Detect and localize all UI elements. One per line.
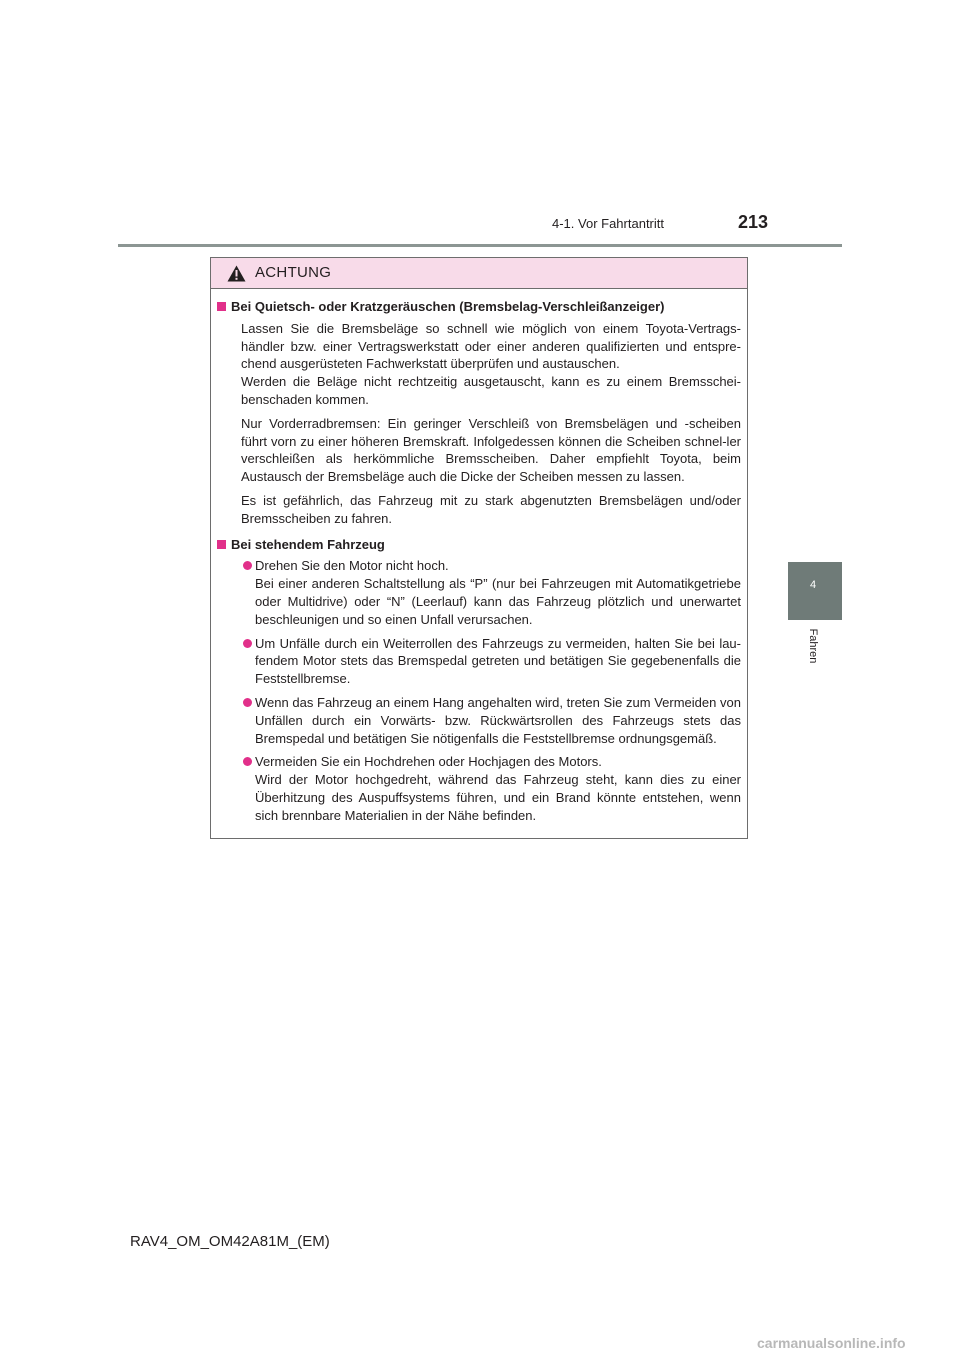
chapter-label: Fahren (807, 628, 819, 664)
bullet-item: Um Unfälle durch ein Weiterrollen des Fahrzeugs zu vermeiden, halten Sie bei lau-fendem Motor stets das Bremspedal getreten und betätigen Sie gegebenenfalls die Feststellbremse. (243, 635, 741, 688)
watermark: carmanualsonline.info (757, 1335, 906, 1351)
chapter-number: 4 (810, 579, 817, 591)
bullet-item: Drehen Sie den Motor nicht hoch. Bei einer anderen Schaltstellung als “P” (nur bei Fahrzeugen mit Automatikgetriebe oder Multidrive) oder “N” (Leerlauf) kann das Fahrzeug plötzlich und unerwartet beschleunigen und so einen Unfall verursachen. (243, 557, 741, 628)
page-number: 213 (738, 212, 769, 232)
warning-header (211, 258, 747, 289)
bullet-item: Vermeiden Sie ein Hochdrehen oder Hochjagen des Motors. Wird der Motor hochgedreht, während das Fahrzeug steht, kann dies zu einer Überhitzung des Auspuffsystems führen, und ein Brand könnte entstehen, wenn sich brennbare Materialien in der Nähe befinden. (243, 753, 741, 824)
warning-title: ACHTUNG (255, 264, 332, 281)
section-heading-brake-noise: Bei Quietsch- oder Kratzgeräuschen (Bremsbelag-Verschleißanzeiger) (217, 298, 741, 316)
section-title: 4-1. Vor Fahrtantritt (552, 216, 664, 231)
paragraph: Es ist gefährlich, das Fahrzeug mit zu stark abgenutzten Bremsbelägen und/oder Bremsscheiben zu fahren. (241, 492, 741, 526)
chapter-tab[interactable] (788, 562, 842, 620)
bullet-item: Wenn das Fahrzeug an einem Hang angehalten wird, treten Sie zum Vermeiden von Unfällen durch ein Vorwärts- bzw. Rückwärtsrollen des Fahrzeugs stets das Bremspedal und betätigen Sie nötigenfalls die Feststellbremse ordnungsgemäß. (243, 694, 741, 747)
paragraph: Lassen Sie die Bremsbeläge so schnell wie möglich von einem Toyota-Vertrags-händler bzw. einer Vertragswerkstatt oder einer anderen qualifizierten und entspre-chend ausgerüsteten Fachwerkstatt überprüfen und austauschen. Werden die Beläge nicht rechtzeitig ausgetauscht, kann es zu einem Bremsschei-benschaden kommen. (241, 320, 741, 407)
warning-box (210, 257, 748, 839)
header-divider (118, 244, 842, 247)
warning-triangle-icon (227, 265, 246, 282)
document-id: RAV4_OM_OM42A81M_(EM) (130, 1233, 330, 1250)
paragraph: Nur Vorderradbremsen: Ein geringer Verschleiß von Bremsbelägen und -scheiben führt vorn zu einer höheren Bremskraft. Infolgedessen können die Scheiben schnel-ler verschleißen als herkömmliche Bremsscheiben. Daher empfiehlt Toyota, beim Austausch der Bremsbeläge auch die Dicke der Scheiben messen zu lassen. (241, 415, 741, 485)
section-heading-stationary-vehicle: Bei stehendem Fahrzeug (217, 536, 741, 554)
warning-content (217, 298, 741, 831)
